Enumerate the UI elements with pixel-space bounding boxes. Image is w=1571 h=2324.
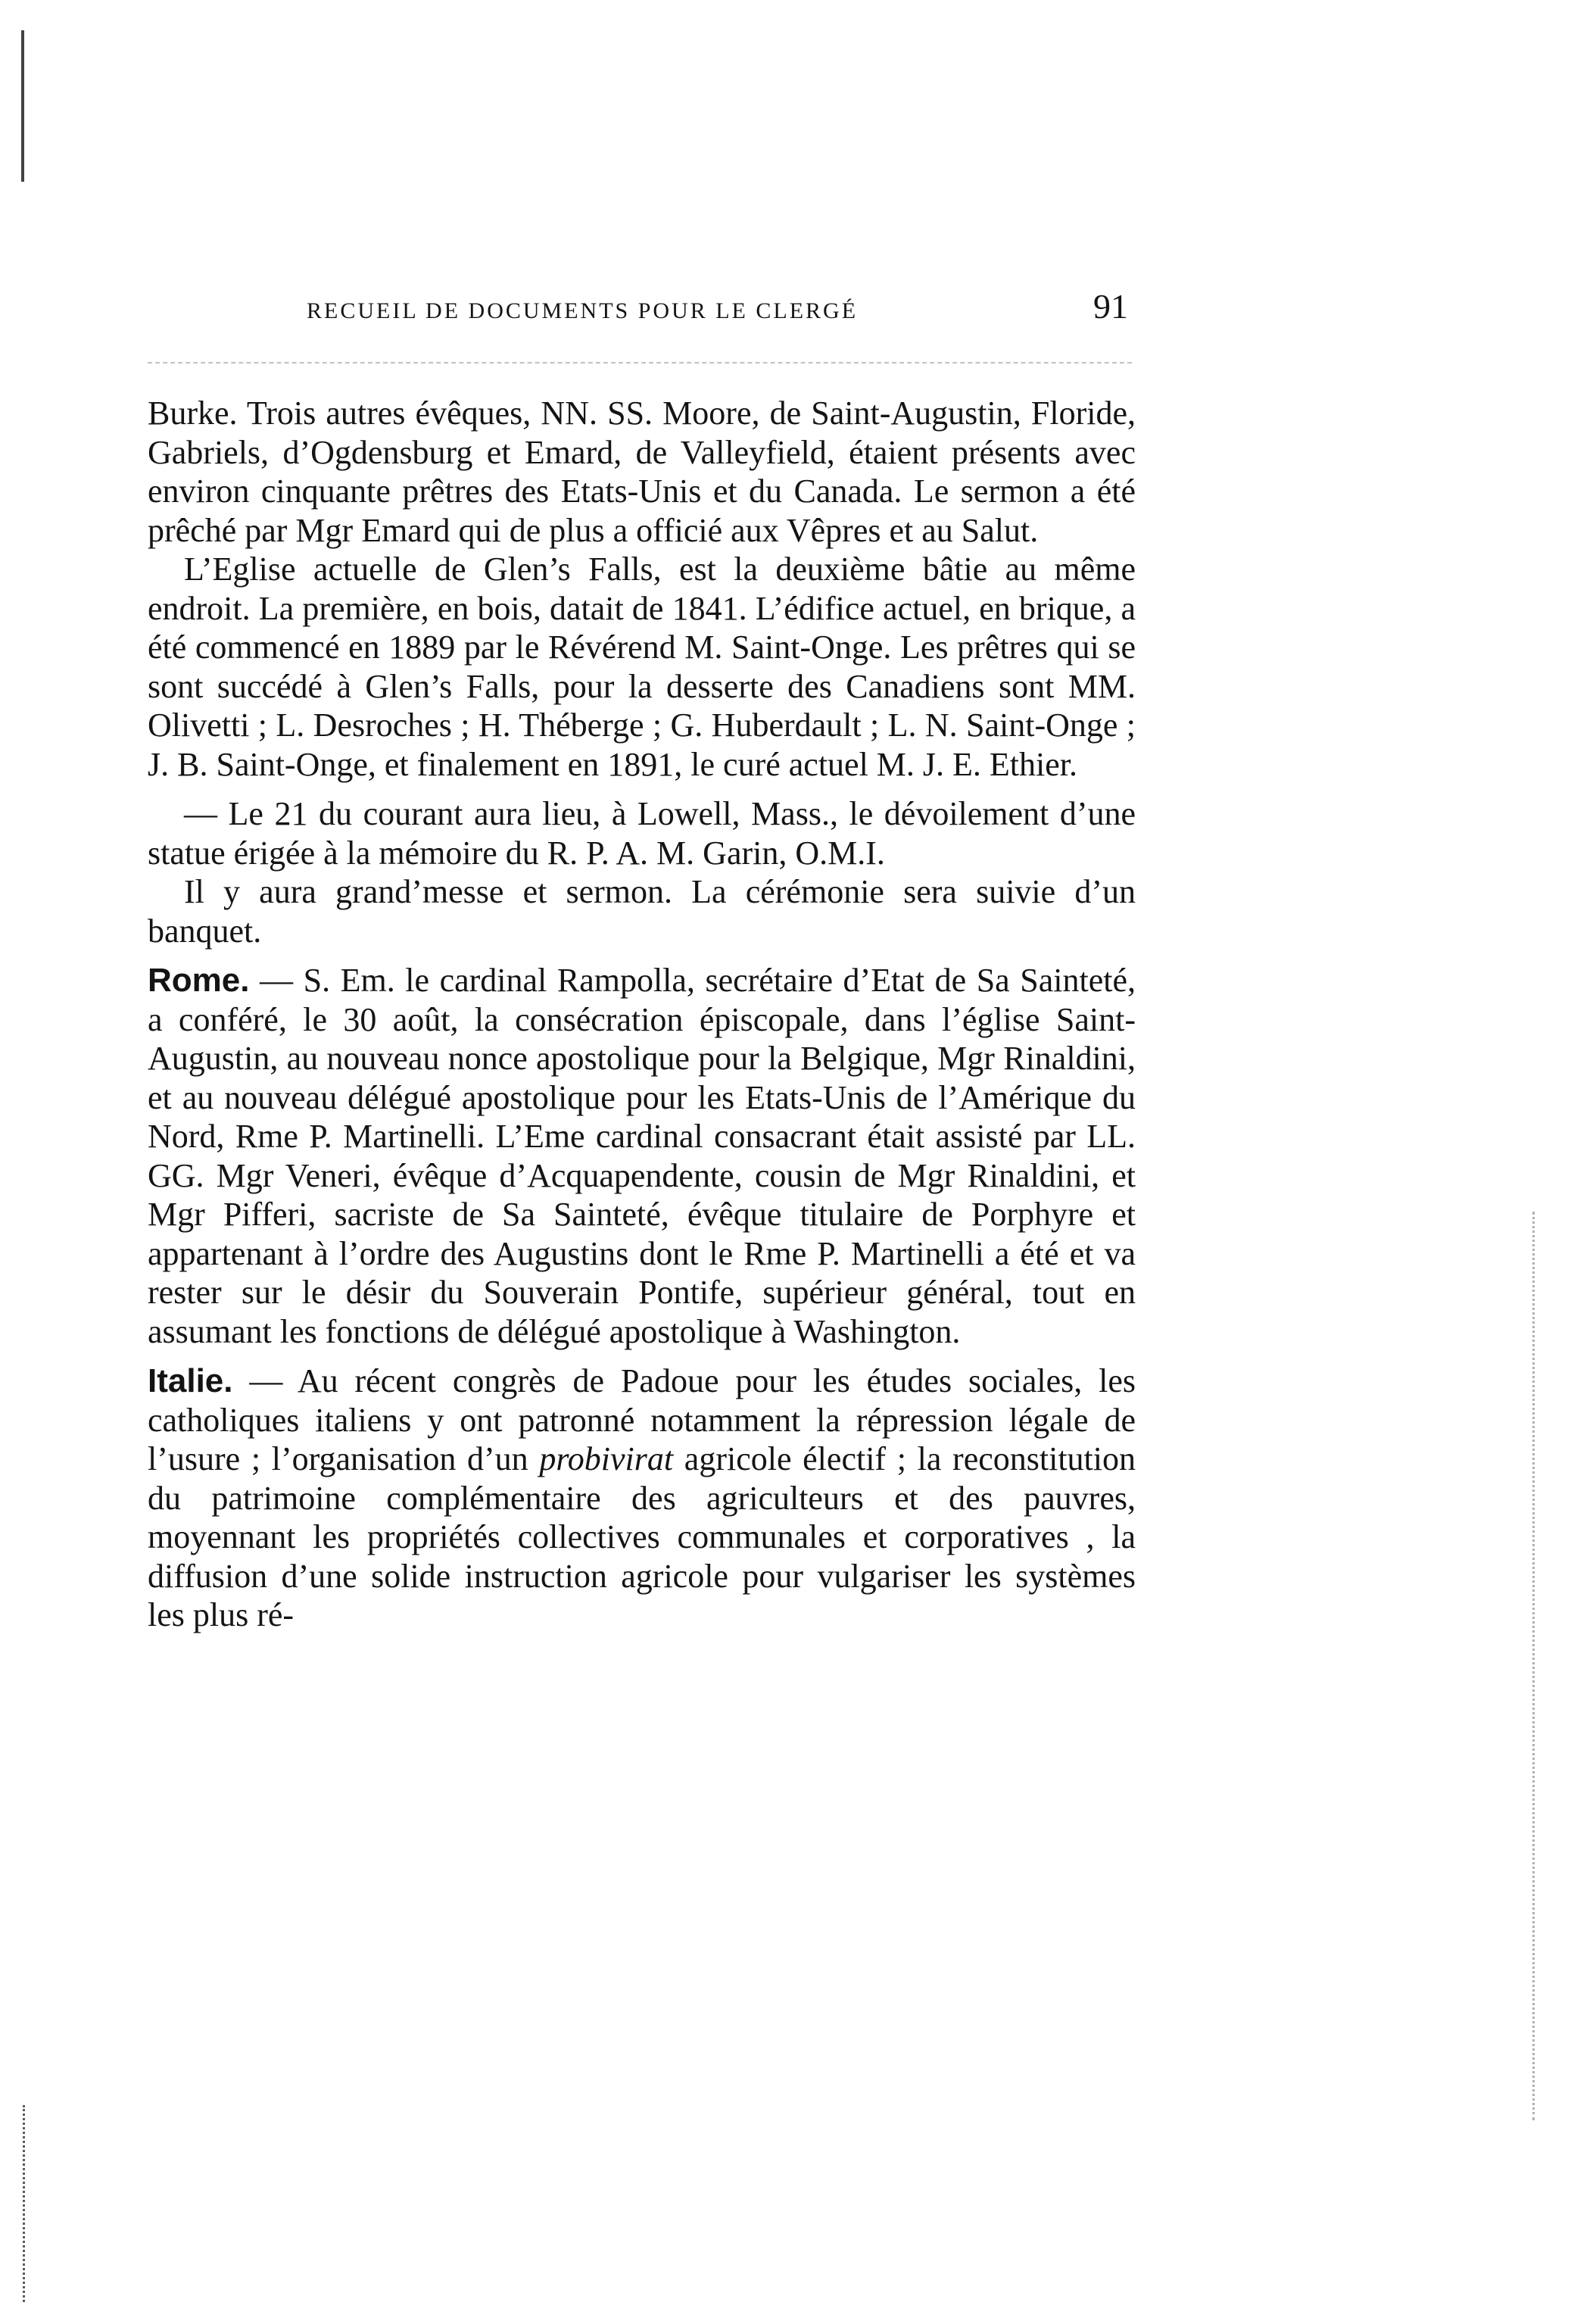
running-head bbox=[307, 286, 1128, 332]
text-column bbox=[148, 394, 1136, 1635]
italie-italic-term: probivirat bbox=[539, 1440, 674, 1477]
section-lead-rome: Rome. bbox=[148, 962, 250, 999]
paragraph-glens-falls: L’Eglise actuelle de Glen’s Falls, est la deuxième bâtie au même endroit. La première, en bois, datait de 1841. L’édifice actuel, en brique, a été commencé en 1889 par le Révérend M. Saint-Onge. Les prêtres qui se sont succédé à Glen’s Falls, pour la desserte des Canadiens sont MM. Olivetti ; L. Desroches ; H. Théberge ; G. Huberdault ; L. N. Saint-Onge ; J. B. Saint-Onge, et finalement en 1891, le curé actuel M. J. E. Ethier. bbox=[148, 551, 1136, 783]
paragraph-rome bbox=[148, 961, 1136, 1351]
scan-edge-mark-bottom bbox=[23, 2105, 28, 2302]
paragraph-lowell: — Le 21 du courant aura lieu, à Lowell, Mass., le dévoilement d’une statue érigée à la mémoire du R. P. A. M. Garin, O.M.I. bbox=[148, 795, 1136, 872]
scan-edge-mark bbox=[21, 30, 29, 182]
paragraph-italie bbox=[148, 1362, 1136, 1635]
paragraph-grand-messe: Il y aura grand’messe et sermon. La cérémonie sera suivie d’un banquet. bbox=[148, 873, 1136, 950]
page-number: 91 bbox=[1093, 287, 1128, 326]
rome-text: — S. Em. le cardinal Rampolla, secrétaire d’Etat de Sa Sainteté, a conféré, le 30 août, la consécration épiscopale, dans l’église Saint-Augustin, au nouveau nonce apostolique pour la Belgique, Mgr Rinaldini, et au nouveau délégué apostolique pour les Etats-Unis de l’Amérique du Nord, Rme P. Martinelli. L’Eme cardinal consacrant était assisté par LL. GG. Mgr Veneri, évêque d’Acquapendente, cousin de Mgr Rinaldini, et Mgr Pifferi, sacriste de Sa Sainteté, évêque titulaire de Porphyre et appartenant à l’ordre des Augustins dont le Rme P. Martinelli a été et va rester sur le désir du Souverain Pontife, supérieur général, tout en assumant les fonctions de délégué apostolique à Washington. bbox=[148, 962, 1136, 1350]
italie-text-a: — Au récent congrès de Padoue pour les études sociales, les catholiques italiens y ont patronné notamment la répression légale de l’usure ; l’organisation d’un bbox=[148, 1362, 1136, 1477]
italie-text-b: agricole électif ; la reconstitution du patrimoine complémentaire des agriculteurs et des pauvres, moyennant les propriétés collectives communales et corporatives , la diffusion d’une solide instruction agricole pour vulgariser les systèmes les plus ré- bbox=[148, 1440, 1136, 1633]
header-rule bbox=[148, 362, 1132, 363]
paragraph-burke: Burke. Trois autres évêques, NN. SS. Moore, de Saint-Augustin, Floride, Gabriels, d’Ogdensburg et Emard, de Valleyfield, étaient présents avec environ cinquante prêtres des Etats-Unis et du Canada. Le sermon a été prêché par Mgr Emard qui de plus a officié aux Vêpres et au Salut. bbox=[148, 395, 1136, 549]
running-title: RECUEIL DE DOCUMENTS POUR LE CLERGÉ bbox=[307, 298, 859, 323]
section-lead-italie: Italie. bbox=[148, 1362, 233, 1399]
scan-dots-right bbox=[1528, 1212, 1535, 2120]
